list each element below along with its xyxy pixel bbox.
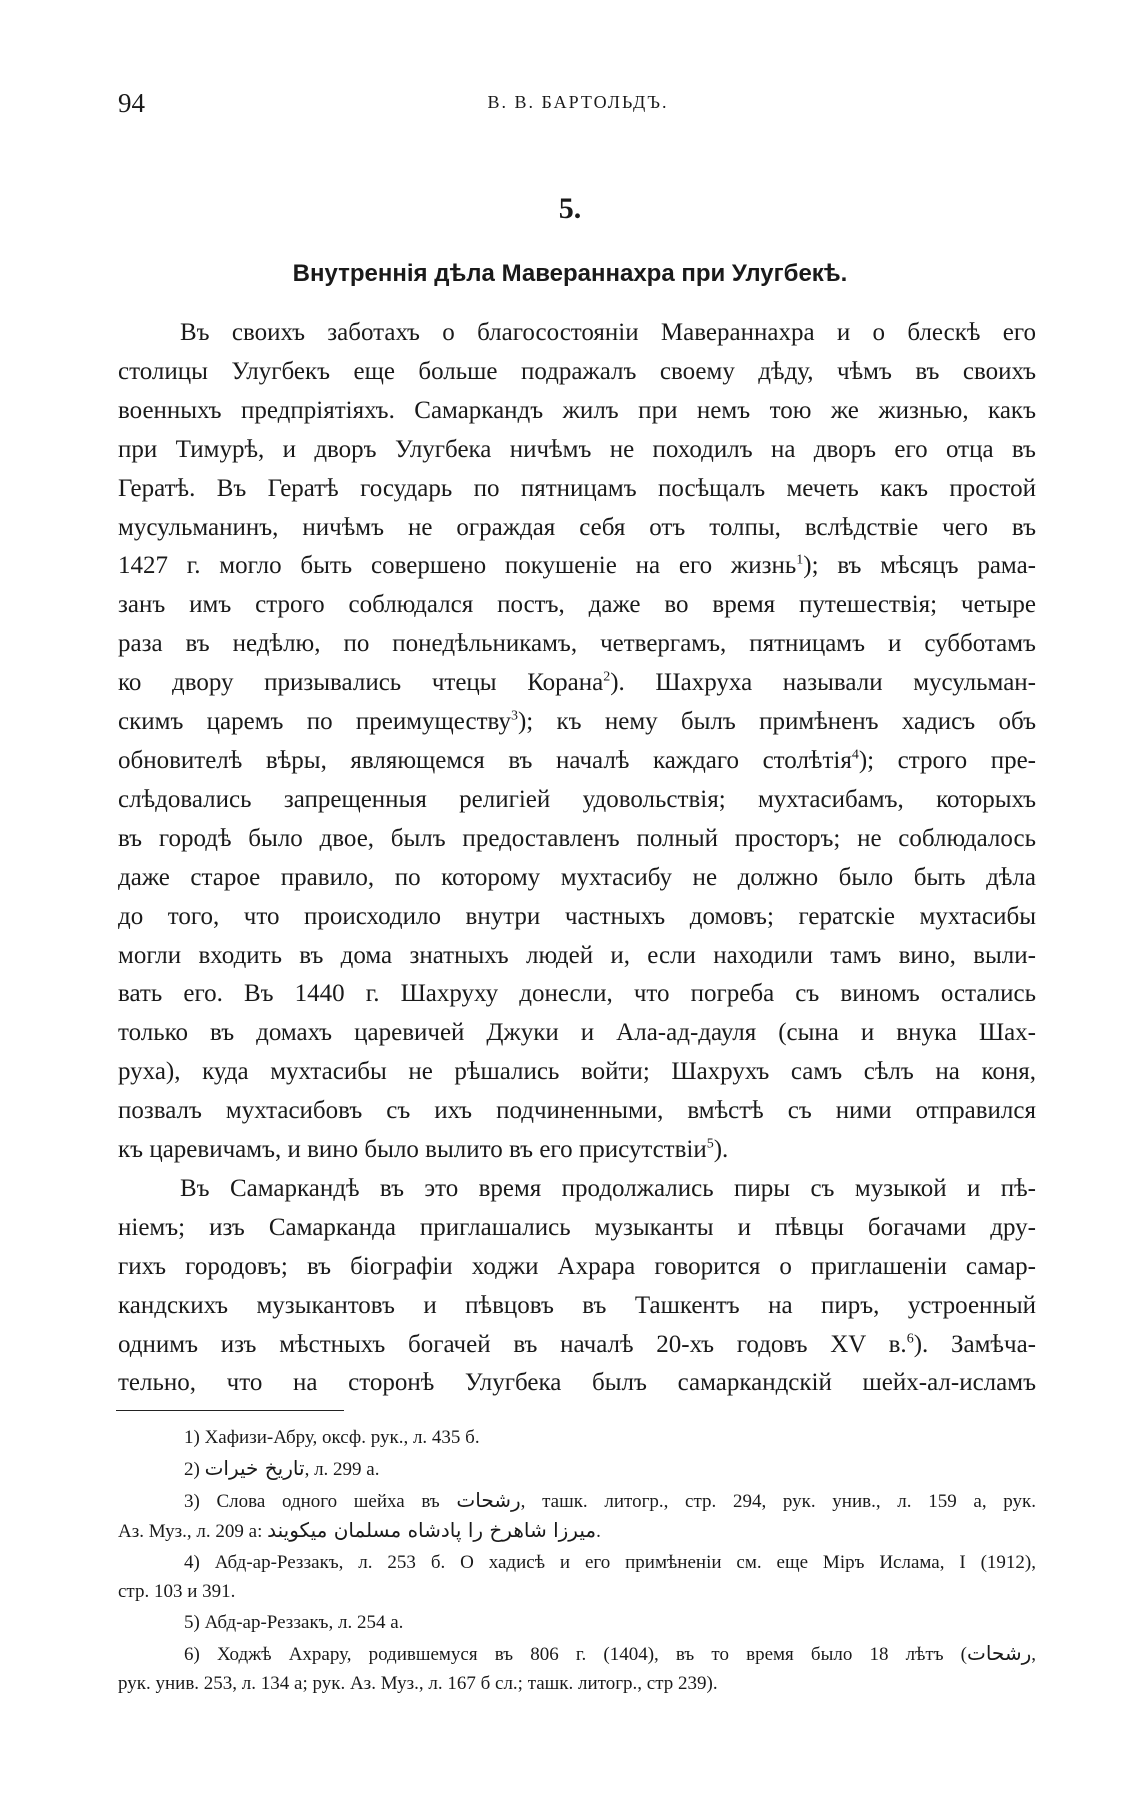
text-line: тельно, что на сторонѣ Улугбека былъ самаркандскій шейх-ал-исламъ	[118, 1369, 1036, 1397]
text-line: гихъ городовъ; въ біографіи ходжи Ахрара говорится о приглашеніи самар-	[118, 1252, 1036, 1280]
text-line: кандскихъ музыкантовъ и пѣвцовъ въ Ташкентъ на пиръ, устроенный	[118, 1291, 1036, 1319]
page-header	[118, 88, 1038, 128]
footnote-mark-1[interactable]: 1	[796, 553, 804, 569]
paragraph-1	[118, 314, 1036, 1170]
text-line: Въ своихъ заботахъ о благосостояніи Мавераннахра и о блескѣ его	[180, 319, 1036, 346]
footnote-mark-6[interactable]: 6	[906, 1331, 914, 1347]
text-line	[118, 1131, 1036, 1170]
text-line: при Тимурѣ, и дворъ Улугбека ничѣмъ не походилъ на дворъ его отца въ	[118, 435, 1036, 463]
text-fragment: ). Шахруха называли мусульман-	[610, 669, 1037, 697]
text-fragment: ); къ нему былъ примѣненъ хадисъ объ	[517, 708, 1036, 736]
text-line: до того, что происходило внутри частныхъ домовъ; гератскіе мухтасибы	[118, 902, 1036, 930]
text-line	[118, 547, 1036, 586]
text-line: въ городѣ было двое, былъ предоставленъ полный просторъ; не соблюдалось	[118, 824, 1036, 852]
section-number: 5.	[558, 192, 582, 225]
footnote-text: .	[596, 1521, 601, 1542]
footnote-line: 4) Абд-ар-Реззакъ, л. 253 б. О хадисѣ и его примѣненіи см. еще Міръ Ислама, I (1912),	[184, 1552, 1036, 1573]
page-number: 94	[118, 88, 145, 118]
text-fragment: къ царевичамъ, и вино было вылито въ его присутствіи	[118, 1136, 707, 1164]
text-line: вать его. Въ 1440 г. Шахруху донесли, что погреба съ виномъ остались	[118, 980, 1036, 1008]
text-line: раза въ недѣлю, по понедѣльникамъ, четвергамъ, пятницамъ и субботамъ	[118, 630, 1036, 658]
text-line	[118, 1326, 1036, 1365]
paragraph-2	[118, 1170, 1036, 1403]
text-fragment: обновителѣ вѣры, являющемся въ началѣ каждаго столѣтія	[118, 746, 852, 774]
footnote-1	[118, 1423, 1036, 1452]
text-line: военныхъ предпріятіяхъ. Самаркандъ жилъ при немъ тою же жизнью, какъ	[118, 396, 1036, 424]
footnote-text: , ташк. литогр., стр. 294, рук. унив., л. 159 а, рук.	[520, 1491, 1037, 1512]
footnote-text: 3) Слова одного шейха въ	[184, 1491, 457, 1512]
main-text	[118, 314, 1036, 1403]
text-line: позвалъ мухтасибовъ съ ихъ подчиненными, вмѣстѣ съ ними отправился	[118, 1097, 1036, 1125]
footnote-text: ,	[1031, 1644, 1036, 1665]
text-line: слѣдовались запрещенныя религіей удовольствія; мухтасибамъ, которыхъ	[118, 785, 1036, 813]
text-line: даже старое правило, по которому мухтасибу не должно было быть дѣла	[118, 863, 1036, 891]
text-fragment: 1427 г. могло быть совершено покушеніе на его жизнь	[118, 552, 797, 580]
text-fragment: ). Замѣча-	[913, 1330, 1036, 1358]
footnote-5	[118, 1608, 1036, 1637]
running-head: В. В. БАРТОЛЬДЪ.	[487, 92, 669, 112]
footnote-mark-5[interactable]: 5	[706, 1136, 714, 1152]
footnote-2	[118, 1454, 1036, 1484]
arabic-text: تاریخ خیرات	[204, 1456, 305, 1480]
footnote-line: 1) Хафизи-Абру, оксф. рук., л. 435 б.	[184, 1427, 480, 1448]
footnote-6	[118, 1639, 1036, 1698]
text-fragment: ).	[713, 1136, 729, 1164]
text-line: только въ домахъ царевичей Джуки и Ала-ад-дауля (сына и внука Шах-	[118, 1019, 1036, 1047]
footnote-line	[118, 1516, 1036, 1546]
footnote-mark-4[interactable]: 4	[851, 747, 859, 763]
arabic-text: رشحات	[456, 1488, 521, 1512]
footnote-line: 5) Абд-ар-Реззакъ, л. 254 а.	[184, 1612, 404, 1633]
text-line: руха), куда мухтасибы не рѣшались войти; Шахрухъ самъ сѣлъ на коня,	[118, 1058, 1036, 1086]
footnotes	[118, 1423, 1036, 1700]
footnote-4	[118, 1548, 1036, 1606]
text-fragment: ко двору призывались чтецы Корана	[118, 669, 604, 697]
footnote-text: Аз. Муз., л. 209 а:	[118, 1521, 268, 1542]
text-line: Въ Самаркандѣ въ это время продолжались пиры съ музыкой и пѣ-	[180, 1174, 1036, 1202]
footnote-text: 2)	[184, 1459, 205, 1480]
footnote-line: стр. 103 и 391.	[118, 1581, 236, 1602]
footnote-line	[118, 1454, 1036, 1484]
footnote-line	[118, 1639, 1036, 1669]
footnote-line	[118, 1486, 1036, 1516]
footnote-divider	[116, 1410, 344, 1411]
footnote-3	[118, 1486, 1036, 1546]
section-title: Внутреннія дѣла Мавераннахра при Улугбекѣ.	[292, 260, 848, 287]
text-line	[118, 664, 1036, 703]
text-line	[118, 703, 1036, 742]
footnote-text: 6) Ходжѣ Ахрару, родившемуся въ 806 г. (1404), въ то время было 18 лѣтъ (	[184, 1644, 967, 1665]
footnote-line: рук. унив. 253, л. 134 а; рук. Аз. Муз., л. 167 б сл.; ташк. литогр., стр 239).	[118, 1673, 718, 1694]
text-fragment: ); строго пре-	[858, 746, 1036, 774]
text-line: могли входить въ дома знатныхъ людей и, если находили тамъ вино, выли-	[118, 941, 1036, 969]
footnote-text: , л. 299 а.	[304, 1459, 380, 1480]
footnote-mark-3[interactable]: 3	[510, 708, 518, 724]
text-line: ніемъ; изъ Самарканда приглашались музыканты и пѣвцы богачами дру-	[118, 1213, 1036, 1241]
text-line	[118, 742, 1036, 781]
text-fragment: скимъ царемъ по преимуществу	[118, 708, 511, 736]
text-line: столицы Улугбекъ еще больше подражалъ своему дѣду, чѣмъ въ своихъ	[118, 357, 1036, 385]
text-line: мусульманинъ, ничѣмъ не ограждая себя отъ толпы, вслѣдствіе чего въ	[118, 513, 1036, 541]
arabic-text: رشحات	[967, 1641, 1032, 1665]
text-line: занъ имъ строго соблюдался постъ, даже во время путешествія; четыре	[118, 591, 1036, 619]
text-fragment: однимъ изъ мѣстныхъ богачей въ началѣ 20-хъ годовъ XV в.	[118, 1330, 907, 1358]
text-fragment: ); въ мѣсяцъ рама-	[803, 552, 1036, 580]
arabic-text: میرزا شاهرخ را پادشاه مسلمان میکویند	[267, 1518, 597, 1542]
footnote-mark-2[interactable]: 2	[603, 669, 611, 685]
text-line: Гератѣ. Въ Гератѣ государь по пятницамъ посѣщалъ мечеть какъ простой	[118, 474, 1036, 502]
